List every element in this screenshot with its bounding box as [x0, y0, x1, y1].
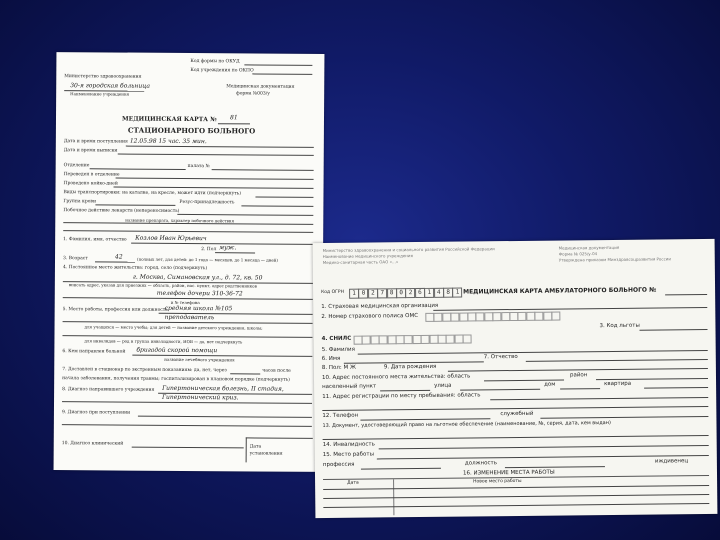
bed-days-line	[114, 186, 314, 188]
ogrn-code-label: Код ОГРН	[321, 289, 344, 296]
field-5-note-1: для учащихся — место учебы; для детей — название детского учреждения, школы;	[84, 324, 263, 331]
card-title-1: МЕДИЦИНСКАЯ КАРТА №	[121, 115, 217, 124]
discharge-label: Дата и время выписки	[63, 148, 118, 154]
field-14-label: 14. Инвалидность	[322, 441, 375, 449]
apartment-line	[644, 387, 708, 389]
field-3-note: (полных лет, для детей: до 1 года — месяцев, до 1 месяца — дней)	[137, 256, 279, 263]
med-doc-label: Медицинская документация	[226, 84, 295, 90]
profession-label: профессия	[322, 461, 355, 469]
ogrn-digit-cell: 1	[424, 288, 434, 298]
ogrn-digit-cell: 2	[368, 288, 378, 298]
ogrn-digit-cell: 1	[349, 289, 359, 299]
ogrn-digit-cell: 6	[415, 288, 425, 298]
referral-diagnosis: Гипертоническая болезнь, II стадия,	[162, 384, 284, 393]
blood-label: Группа крови	[63, 199, 96, 205]
snils-cells	[354, 334, 472, 344]
dependent-label: иждивенец	[654, 458, 689, 465]
field-10-label: 10. Диагноз клинический	[61, 441, 124, 447]
card-number: 81	[229, 114, 238, 122]
bed-days-label: Проведено койко-дней	[63, 181, 118, 187]
field-5-label: 5. Место работы, профессия или должность	[62, 307, 168, 313]
transferred-label: Переведен в отделение	[63, 172, 120, 178]
house-label: дом	[544, 381, 556, 388]
profession-line	[361, 468, 441, 470]
referred-by: бригадой скорой помощи	[136, 346, 218, 355]
side-effects-label: Побочное действие лекарств (непереносимость)	[63, 208, 180, 214]
field-7-line	[230, 373, 260, 374]
hospital-name: 30-я городская больница	[70, 82, 151, 90]
admit-line	[126, 146, 314, 148]
field-10-line	[132, 447, 244, 449]
ogrn-digit-cell: 8	[387, 288, 397, 298]
phone-label: и № телефона	[170, 299, 200, 306]
field-8-label: 8. Пол: М Ж	[321, 364, 356, 372]
code-okpo-label: Код учреждения по ОКПО	[190, 68, 254, 74]
institution-header: Наименование медицинского учреждения	[322, 253, 413, 260]
position-label: должность	[464, 460, 497, 467]
approval-label: Утверждена приказом Минздравсоцразвития России	[558, 256, 671, 263]
patient-profession: преподаватель	[164, 313, 215, 322]
district-label: район	[569, 372, 588, 379]
transport-label: Виды транспортировки: на каталке, на кресле, может идти (подчеркнуть)	[63, 190, 241, 197]
code-okud-label: Код формы по ОКУД	[190, 59, 240, 65]
card-number-line	[665, 294, 707, 295]
ogrn-digit-cell: 1	[453, 288, 463, 298]
new-workplace-column-header: Новое место работы	[473, 478, 522, 485]
ministry-label: Министерство здравоохранения	[64, 74, 142, 80]
table-row-line	[323, 485, 709, 490]
ogrn-digit-cell: 0	[396, 288, 406, 298]
patient-sex: муж.	[219, 244, 237, 252]
field-11-label: 11. Адрес регистрации по месту пребывания: область	[322, 392, 481, 401]
code-okpo-line	[252, 73, 312, 74]
street-label: улица	[434, 382, 452, 389]
institution-label: Наименование учреждения	[70, 91, 130, 97]
field-6-label: 6. Имя	[321, 355, 341, 363]
field-9-line	[138, 416, 312, 418]
blood-line	[95, 204, 175, 206]
ogrn-digit-cell: 2	[405, 288, 415, 298]
relative-phone: телефон дочери 310-36-72	[156, 289, 243, 298]
field-7-label: 7. Доставлен в стационар по экстренным показаниям: да, нет, через	[62, 367, 227, 374]
department-label: Отделение	[63, 163, 90, 169]
field-8-line-2	[62, 401, 312, 404]
field-3-label: 3. Код льготы	[599, 322, 640, 330]
med-doc-label: Медицинская документация	[558, 244, 620, 251]
field-3-label: 3. Возраст	[63, 256, 88, 262]
settlement-line	[380, 390, 430, 392]
field-9-label: 9. Дата рождения	[383, 363, 437, 371]
table-row-line	[323, 494, 709, 499]
field-4-label: 4. СНИЛС	[321, 335, 352, 343]
field-3-line	[95, 261, 135, 262]
ministry-header: Министерство здравоохранения и социального развития Российской Федерации	[322, 246, 495, 254]
patient-age: 42	[115, 253, 123, 261]
field-7-label: 7. Отчество	[483, 353, 518, 361]
card-title-2: СТАЦИОНАРНОГО БОЛЬНОГО	[127, 125, 256, 136]
date-column-header: Дата	[347, 480, 359, 486]
field-12-line	[360, 418, 490, 420]
date-box	[246, 437, 313, 462]
work-phone-line	[540, 416, 708, 419]
field-5-note-2: для инвалидов — род и группа инвалидности, ИОВ — да, нет подчеркнуть	[84, 338, 243, 345]
field-11-line	[490, 397, 708, 400]
field-12-label: 12. Телефон	[322, 412, 359, 420]
side-effects-line-3	[63, 230, 313, 233]
house-line	[560, 388, 600, 389]
position-line	[505, 466, 605, 468]
department-line	[90, 168, 186, 170]
outpatient-card-title: МЕДИЦИНСКАЯ КАРТА АМБУЛАТОРНОГО БОЛЬНОГО №	[463, 286, 657, 296]
field-9-line	[448, 368, 708, 372]
field-4-note: вписать адрес, указав для приезжих — область, район, нас. пункт, адрес родственников	[68, 282, 257, 289]
outpatient-medical-card-document	[313, 239, 718, 518]
side-effects-note: название препарата, характер побочного действия	[125, 217, 235, 224]
table-row-line	[323, 503, 709, 508]
patient-address: г. Москва, Симановская ул., д. 72, кв. 50	[132, 273, 263, 282]
field-3-line	[639, 329, 707, 331]
field-2-line	[215, 252, 255, 253]
field-1-line	[433, 307, 707, 311]
street-line	[460, 389, 540, 391]
rh-label: Резус-принадлежность	[179, 199, 235, 206]
code-okud-line	[244, 64, 312, 65]
field-6-label: 6. Кем направлен больной	[62, 349, 126, 355]
settlement-label: населенный пункт	[322, 383, 377, 391]
field-7-line	[526, 359, 708, 362]
field-13-line	[323, 435, 709, 440]
transferred-line	[116, 177, 314, 179]
date-label-2: установления	[249, 451, 283, 457]
field-5-line	[358, 350, 708, 355]
field-4-label: 4. Постоянное место жительства: город, село (подчеркнуть)	[62, 265, 208, 272]
field-2-label: 2. Пол	[201, 247, 217, 253]
admit-label: Дата и время поступления	[63, 139, 128, 145]
field-9-line-2	[62, 424, 312, 427]
referral-diagnosis-2: Гипертонический криз.	[162, 393, 239, 402]
field-6-note: название лечебного учреждения	[164, 356, 235, 363]
field-2-label: 2. Номер страхового полиса ОМС	[321, 313, 419, 321]
policy-number-cells	[425, 312, 560, 322]
card-number-line	[218, 123, 250, 124]
field-14-line	[379, 445, 709, 449]
field-13-label: 13. Документ, удостоверяющий право на льготное обеспечение (наименование, №, серия, дата, кем выдан)	[322, 419, 611, 430]
inpatient-medical-card-document	[54, 52, 325, 472]
patient-workplace: средняя школа №105	[164, 304, 233, 313]
field-7-line-2: начала заболевания, получения травмы; госпитализирован в плановом порядке (подчеркнуть)	[62, 376, 290, 383]
admit-value: 12.05.98 15 час. 35 мин.	[129, 137, 207, 146]
ogrn-digit-cell: 4	[434, 288, 444, 298]
field-8-label: 8. Диагноз направившего учреждения	[62, 387, 155, 393]
ogrn-digit-cell: 8	[443, 288, 453, 298]
ward-line	[212, 169, 314, 171]
ward-label: палата №	[187, 163, 210, 170]
form-number-label: форма №003/у	[236, 91, 270, 97]
field-7-after: часов после	[262, 368, 291, 374]
field-9-label: 9. Диагноз при поступлении	[61, 410, 131, 416]
work-change-table	[323, 475, 709, 516]
ogrn-digit-cell: 7	[377, 288, 387, 298]
form-number-label: Форма № 025/у-04	[558, 251, 598, 257]
ogrn-digit-cell: 0	[358, 289, 368, 299]
field-15-label: 15. Место работы	[322, 451, 374, 459]
field-1-label: 1. Страховая медицинская организация	[321, 302, 439, 311]
district-line	[596, 378, 708, 380]
date-label: Дата	[249, 444, 262, 450]
rh-line	[241, 205, 313, 207]
side-effects-line	[177, 214, 313, 216]
apartment-label: квартира	[604, 380, 632, 388]
ogrn-code-cells	[349, 288, 462, 299]
discharge-line	[118, 153, 314, 155]
institution-name: Медико-санитарная часть ОАО «...»	[322, 259, 399, 266]
field-5-label: 5. Фамилия	[321, 346, 355, 354]
patient-name: Козлов Иван Юрьевич	[135, 234, 207, 243]
work-change-title: 16. ИЗМЕНЕНИЕ МЕСТА РАБОТЫ	[462, 469, 555, 477]
work-phone-label: служебный	[500, 410, 534, 418]
field-1-label: 1. Фамилия, имя, отчество	[63, 237, 127, 243]
field-10-label: 10. Адрес постоянного места жительства: область	[321, 373, 471, 382]
transport-line	[255, 196, 313, 197]
